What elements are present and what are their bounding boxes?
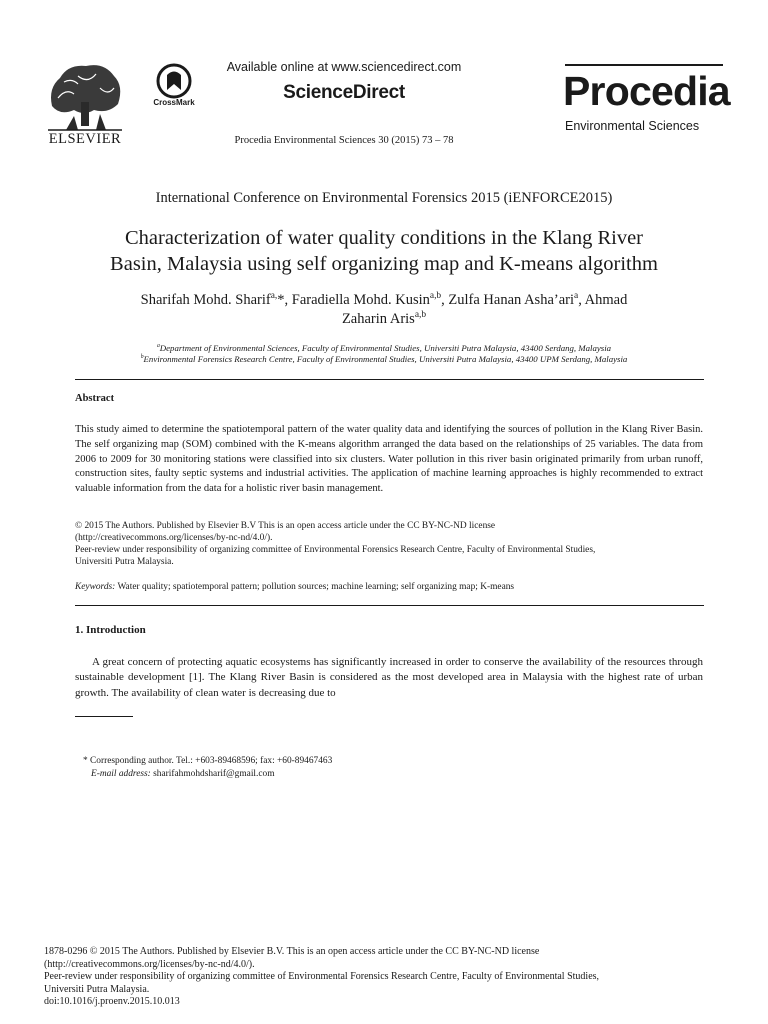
sciencedirect-wordmark: ScienceDirect — [283, 82, 405, 103]
author-separator: *, — [277, 292, 292, 308]
author-line — [70, 310, 698, 329]
footer-line: Universiti Putra Malaysia. — [44, 983, 150, 995]
author-name: Zulfa Hanan Asha’ari — [448, 292, 575, 308]
keywords-text: Water quality; spatiotemporal pattern; pollution sources; machine learning; self organizing map; K-means — [115, 582, 515, 592]
author-affiliation-mark: a,b — [429, 291, 442, 302]
author-list — [70, 291, 698, 329]
email-label: E-mail address: — [91, 769, 151, 779]
author-separator: , Ahmad — [578, 292, 628, 308]
footer-line: Peer-review under responsibility of organizing committee of Environmental Forensics Research Centre, Faculty of Environmental Studies, — [44, 971, 600, 983]
journal-reference: Procedia Environmental Sciences 30 (2015) 73 – 78 — [234, 135, 454, 146]
affiliation-list — [74, 343, 694, 365]
affiliation-text: Department of Environmental Sciences, Faculty of Environmental Studies, Universiti Putra Malaysia, 43400 Serdang, Malaysia — [159, 343, 612, 353]
footer-line: 1878-0296 © 2015 The Authors. Published by Elsevier B.V. This is an open access article under the CC BY-NC-ND license — [44, 946, 540, 957]
procedia-subtitle: Environmental Sciences — [565, 119, 700, 133]
abstract-heading: Abstract — [75, 393, 115, 404]
email-address[interactable]: sharifahmohdsharif@gmail.com — [150, 769, 275, 779]
author-affiliation-mark: a,b — [414, 310, 427, 321]
divider-bottom — [75, 605, 704, 606]
email-line — [83, 768, 683, 781]
publisher-name: ELSEVIER — [48, 131, 122, 147]
keywords-label: Keywords: — [75, 582, 116, 592]
author-name: Zaharin Aris — [341, 311, 415, 327]
author-separator: , — [441, 292, 449, 308]
footer-link[interactable]: (http://creativecommons.org/licenses/by-nc-nd/4.0/). — [44, 958, 255, 970]
author-affiliation-mark: a — [574, 291, 579, 302]
license-line: Universiti Putra Malaysia. — [75, 557, 174, 567]
title-line: Characterization of water quality conditions in the Klang River — [124, 227, 644, 249]
procedia-wordmark: Procedia — [563, 68, 730, 114]
author-line — [70, 291, 698, 310]
author-affiliation-mark: a, — [270, 291, 278, 302]
page-footer — [44, 946, 724, 1009]
corresponding-author: * Corresponding author. Tel.: +603-89468596; fax: +60-89467463 — [83, 756, 333, 766]
divider-top — [75, 379, 704, 380]
crossmark-label: CrossMark — [153, 98, 195, 107]
keywords-line — [75, 582, 703, 592]
procedia-top-rule — [565, 64, 723, 66]
author-name: Faradiella Mohd. Kusin — [291, 292, 430, 308]
license-line: Peer-review under responsibility of organizing committee of Environmental Forensics Research Centre, Faculty of Environmental Studies, — [75, 545, 596, 555]
affiliation-item — [74, 343, 694, 354]
license-line: © 2015 The Authors. Published by Elsevier B.V This is an open access article under the CC BY-NC-ND license — [75, 521, 496, 531]
affiliation-mark: b — [140, 354, 144, 361]
affiliation-item — [74, 354, 694, 365]
intro-paragraph: A great concern of protecting aquatic ecosystems has significantly increased in order to conserve the availability of the resources through sustainable development [1]. The Klang River Basin is considered as the most developed area in Malaysia with the highest rate of urban growth. The availability of clean water is decreasing due to — [75, 656, 703, 699]
affiliation-mark: a — [156, 343, 160, 350]
author-name: Sharifah Mohd. Sharif — [140, 292, 271, 308]
abstract-text: This study aimed to determine the spatiotemporal pattern of the water quality data and identifying the sources of pollution in the Klang River Basin. The self organizing map (SOM) combined with the K-means algorithm arranged the data based on the relationships of 25 variables. The data from 2006 to 2009 for 30 monitoring stations were classified into six clusters. Water pollution in this river basin originated primarily from urban runoff, construction sites, faulty septic systems and industrial activities. The application of machine learning approaches is highly recommended to extract valuable information from the data for a holistic river basin management. — [75, 424, 703, 495]
footer-doi[interactable]: doi:10.1016/j.proenv.2015.10.013 — [44, 996, 180, 1008]
section-heading: 1. Introduction — [75, 624, 146, 636]
license-link[interactable]: (http://creativecommons.org/licenses/by-nc-nd/4.0/). — [75, 533, 273, 543]
available-online-link[interactable]: Available online at www.sciencedirect.com — [226, 60, 462, 74]
paper-title — [70, 225, 698, 277]
affiliation-text: Environmental Forensics Research Centre, Faculty of Environmental Studies, Universiti Putra Malaysia, 43400 UPM Serdang, Malaysia — [143, 354, 628, 364]
footnote-rule — [75, 716, 133, 717]
license-block — [75, 520, 703, 568]
footnote — [83, 755, 683, 781]
title-line: Basin, Malaysia using self organizing map and K-means algorithm — [110, 253, 658, 275]
conference-name: International Conference on Environmental Forensics 2015 (iENFORCE2015) — [155, 190, 613, 206]
